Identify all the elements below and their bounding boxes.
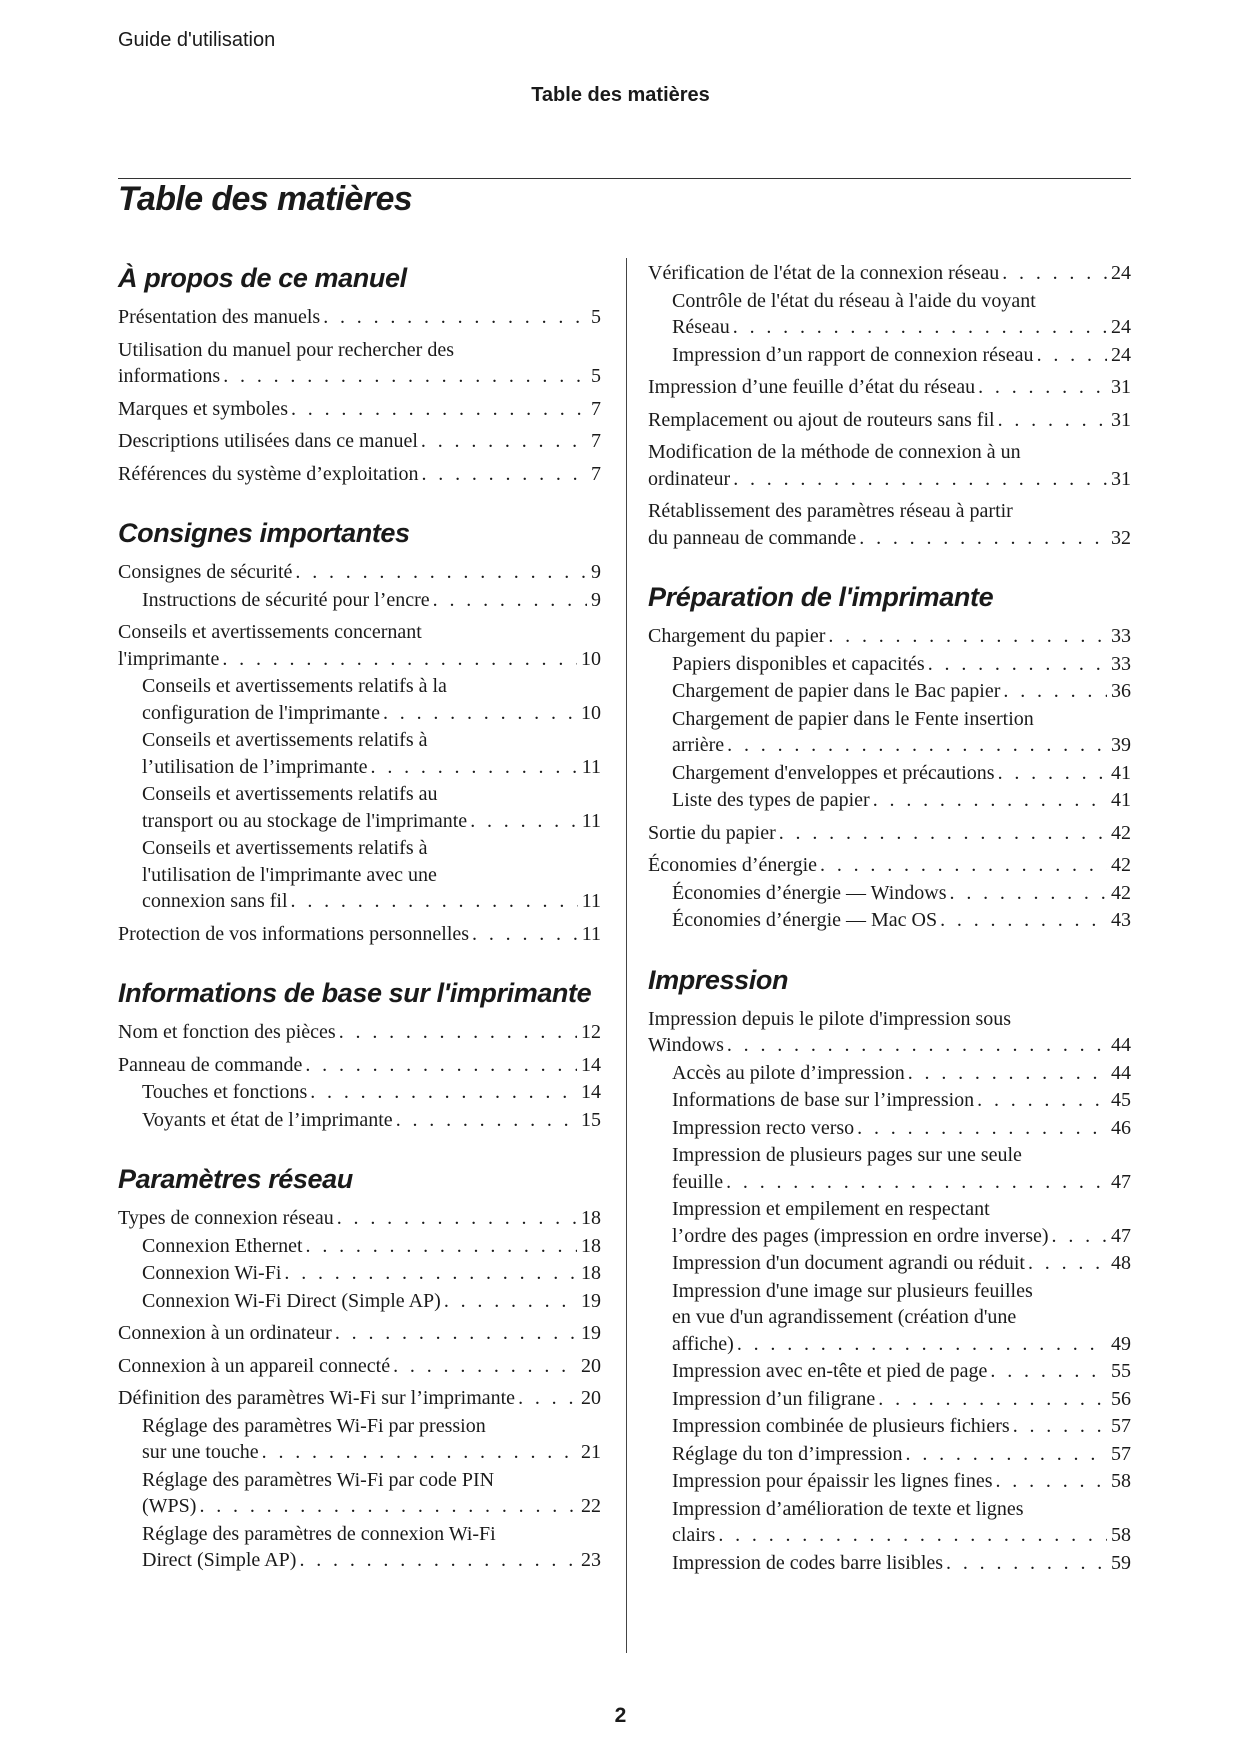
toc-subentry[interactable] <box>648 880 1131 907</box>
leader-dots <box>1000 678 1107 705</box>
section-heading[interactable]: Informations de base sur l'imprimante <box>118 978 592 1008</box>
toc-section-network-continued <box>648 260 1131 551</box>
entry-page: 46 <box>1111 1116 1131 1139</box>
entry-page: 11 <box>581 809 601 832</box>
leader-dots <box>995 760 1107 787</box>
toc-entry[interactable] <box>118 428 601 455</box>
entry-title-line: Conseils et avertissements relatifs à la <box>142 675 447 697</box>
entry-page: 14 <box>581 1053 601 1076</box>
entry-title: Impression combinée de plusieurs fichiers <box>672 1415 1010 1437</box>
leader-dots <box>515 1385 577 1412</box>
entry-page: 21 <box>581 1441 601 1463</box>
entry-page: 57 <box>1111 1415 1131 1437</box>
toc-section-network <box>118 1161 601 1574</box>
toc-subentry[interactable] <box>648 907 1131 934</box>
toc-subentry[interactable] <box>118 1467 601 1520</box>
toc-entry[interactable] <box>118 304 601 331</box>
entry-title-line: Conseils et avertissements relatifs au <box>142 783 438 805</box>
entry-title: Connexion Wi-Fi <box>142 1262 282 1284</box>
leader-dots <box>196 1493 577 1520</box>
entry-page: 44 <box>1111 1061 1131 1084</box>
entry-title-line: Impression de plusieurs pages sur une seule <box>672 1144 1022 1166</box>
entry-page: 19 <box>581 1289 601 1312</box>
toc-subentry[interactable] <box>648 1142 1131 1195</box>
entry-title: Chargement d'enveloppes et précautions <box>672 761 995 784</box>
entry-page: 10 <box>581 647 601 670</box>
toc-entry[interactable] <box>118 619 601 672</box>
entry-page: 23 <box>581 1549 601 1571</box>
entry-page: 7 <box>591 430 601 452</box>
section-heading[interactable]: Préparation de l'imprimante <box>648 582 994 612</box>
entry-title: Direct (Simple AP) <box>142 1549 297 1571</box>
toc-entry[interactable] <box>648 374 1131 401</box>
entry-page: 31 <box>1111 376 1131 398</box>
entry-page: 36 <box>1111 680 1131 702</box>
entry-title-line: Contrôle de l'état du réseau à l'aide du voyant <box>672 289 1036 312</box>
entry-title: Windows <box>648 1034 724 1056</box>
section-heading[interactable]: Consignes importantes <box>118 518 410 548</box>
toc-entry[interactable] <box>118 1052 601 1079</box>
toc-entry[interactable] <box>118 1019 601 1046</box>
entry-page: 58 <box>1111 1524 1131 1546</box>
toc-subentry[interactable] <box>648 1087 1131 1114</box>
entry-page: 55 <box>1111 1360 1131 1382</box>
entry-title: configuration de l'imprimante <box>142 701 380 724</box>
entry-page: 45 <box>1111 1089 1131 1111</box>
leader-dots <box>776 820 1107 847</box>
toc-subentry[interactable] <box>648 1413 1131 1440</box>
entry-page: 47 <box>1111 1224 1131 1247</box>
entry-title: Nom et fonction des pièces <box>118 1021 336 1043</box>
toc-subentry[interactable] <box>648 1496 1131 1549</box>
entry-title: Informations de base sur l’impression <box>672 1089 975 1111</box>
running-header-section: Table des matières <box>531 84 710 106</box>
leader-dots <box>730 466 1107 493</box>
entry-title: Touches et fonctions <box>142 1081 308 1103</box>
leader-dots <box>418 428 587 455</box>
entry-title: feuille <box>672 1170 724 1193</box>
leader-dots <box>995 407 1107 434</box>
entry-page: 33 <box>1111 625 1131 647</box>
entry-page: 18 <box>581 1262 601 1284</box>
toc-section-printer-prep <box>648 579 1131 934</box>
entry-page: 49 <box>1111 1332 1131 1355</box>
entry-title: Protection de vos informations personnelles <box>118 922 470 945</box>
entry-title-line: Réglage des paramètres Wi-Fi par pression <box>142 1414 486 1437</box>
entry-title: Économies d’énergie <box>648 854 818 876</box>
toc-subentry[interactable] <box>648 1060 1131 1087</box>
entry-title-line: Impression depuis le pilote d'impression sous <box>648 1007 1012 1030</box>
toc-subentry[interactable] <box>648 678 1131 705</box>
entry-title: Impression avec en-tête et pied de page <box>672 1360 988 1382</box>
toc-entry[interactable] <box>648 623 1131 650</box>
entry-page: 7 <box>591 462 601 485</box>
entry-title: Vérification de l'état de la connexion réseau <box>648 262 1000 284</box>
toc-subentry[interactable] <box>648 1250 1131 1277</box>
leader-dots <box>219 646 577 673</box>
toc-subentry[interactable] <box>118 587 601 614</box>
entry-title: Panneau de commande <box>118 1053 303 1076</box>
toc-entry[interactable] <box>118 1205 601 1232</box>
toc-subentry[interactable] <box>648 1550 1131 1577</box>
entry-title: Réglage du ton d’impression <box>672 1442 903 1465</box>
entry-title: Économies d’énergie — Windows <box>672 881 947 904</box>
leader-dots <box>332 1320 577 1347</box>
leader-dots <box>393 1107 577 1134</box>
entry-title: ordinateur <box>648 467 731 490</box>
entry-page: 56 <box>1111 1387 1131 1410</box>
entry-title: Liste des types de papier <box>672 789 870 811</box>
leader-dots <box>220 363 587 390</box>
entry-page: 43 <box>1111 909 1131 931</box>
toc-subentry[interactable] <box>118 1107 601 1134</box>
entry-page: 5 <box>591 365 601 387</box>
entry-title: Marques et symboles <box>118 397 288 420</box>
entry-title-line: l'utilisation de l'imprimante avec une <box>142 863 437 886</box>
leader-dots <box>870 787 1107 814</box>
toc-entry[interactable] <box>648 439 1131 492</box>
toc-subentry[interactable] <box>648 706 1131 759</box>
entry-page: 42 <box>1111 854 1131 876</box>
page-number: 2 <box>614 1704 627 1727</box>
entry-page: 47 <box>1111 1170 1131 1193</box>
toc-subentry[interactable] <box>648 1196 1131 1249</box>
leader-dots <box>856 525 1107 552</box>
entry-page: 20 <box>581 1387 601 1409</box>
entry-page: 19 <box>581 1322 601 1344</box>
toc-entry[interactable] <box>118 461 601 488</box>
leader-dots <box>296 1547 577 1574</box>
entry-title-line: Impression et empilement en respectant <box>672 1198 990 1220</box>
entry-title: Références du système d’exploitation <box>118 462 419 485</box>
entry-title-line: Réglage des paramètres de connexion Wi-Fi <box>142 1522 496 1545</box>
entry-title: Connexion à un appareil connecté <box>118 1354 391 1377</box>
leader-dots <box>999 260 1107 287</box>
leader-dots <box>430 587 587 614</box>
leader-dots <box>975 374 1107 401</box>
entry-title: Remplacement ou ajout de routeurs sans fil <box>648 408 995 431</box>
entry-page: 41 <box>1111 761 1131 784</box>
entry-title: l’ordre des pages (impression en ordre inverse) <box>672 1224 1049 1247</box>
entry-page: 18 <box>581 1234 601 1257</box>
toc-entry[interactable] <box>648 852 1131 879</box>
leader-dots <box>368 754 578 781</box>
leader-dots <box>875 1386 1107 1413</box>
toc-entry[interactable] <box>648 498 1131 551</box>
entry-title: Consignes de sécurité <box>118 561 293 583</box>
section-heading[interactable]: Impression <box>648 964 789 995</box>
leader-dots <box>724 732 1107 759</box>
entry-title: Impression d'un document agrandi ou réduit <box>672 1252 1025 1274</box>
entry-page: 31 <box>1111 467 1131 490</box>
toc-entry[interactable] <box>648 407 1131 434</box>
leader-dots <box>380 700 577 727</box>
leader-dots <box>730 314 1107 341</box>
column-divider <box>626 258 627 1653</box>
entry-page: 18 <box>581 1207 601 1229</box>
leader-dots <box>974 1087 1107 1114</box>
entry-title-line: en vue d'un agrandissement (création d'une <box>672 1306 1017 1328</box>
toc-subentry[interactable] <box>118 727 601 780</box>
entry-page: 15 <box>581 1108 601 1131</box>
entry-title: arrière <box>672 734 725 756</box>
leader-dots <box>467 808 578 835</box>
toc-subentry[interactable] <box>648 1115 1131 1142</box>
toc-subentry[interactable] <box>118 835 601 915</box>
entry-page: 39 <box>1111 734 1131 756</box>
entry-title-line: Impression d’amélioration de texte et lignes <box>672 1497 1024 1520</box>
entry-page: 58 <box>1111 1470 1131 1492</box>
toc-subentry[interactable] <box>648 787 1131 814</box>
title-rule <box>118 178 1131 179</box>
entry-page: 9 <box>591 561 601 583</box>
toc-subentry[interactable] <box>118 1413 601 1466</box>
entry-title: l’utilisation de l’imprimante <box>142 755 368 778</box>
leader-dots <box>288 888 578 915</box>
toc-section-about <box>118 260 601 487</box>
entry-page: 59 <box>1111 1551 1131 1574</box>
entry-title: Papiers disponibles et capacités <box>672 652 925 675</box>
entry-title-line: Impression d'une image sur plusieurs feuilles <box>672 1279 1033 1302</box>
toc-subentry[interactable] <box>648 651 1131 678</box>
entry-title-line: Chargement de papier dans le Fente insertion <box>672 707 1034 730</box>
leader-dots <box>336 1019 577 1046</box>
toc-subentry[interactable] <box>118 1079 601 1106</box>
entry-title-line: Réglage des paramètres Wi-Fi par code PIN <box>142 1468 495 1491</box>
entry-title: du panneau de commande <box>648 526 857 549</box>
toc-section-printing <box>648 962 1131 1577</box>
entry-page: 24 <box>1111 262 1131 284</box>
leader-dots <box>334 1205 577 1232</box>
entry-page: 42 <box>1111 821 1131 844</box>
entry-title-line: Conseils et avertissements concernant <box>118 621 422 643</box>
toc-subentry[interactable] <box>648 1278 1131 1358</box>
leader-dots <box>1010 1413 1107 1440</box>
toc-right-column <box>648 260 1131 1604</box>
toc-subentry[interactable] <box>648 1441 1131 1468</box>
leader-dots <box>303 1233 577 1260</box>
entry-page: 57 <box>1111 1442 1131 1465</box>
entry-title: Impression recto verso <box>672 1116 855 1139</box>
toc-section-basics <box>118 975 601 1133</box>
leader-dots <box>734 1331 1107 1358</box>
leader-dots <box>987 1358 1107 1385</box>
entry-page: 11 <box>581 755 601 778</box>
entry-page: 11 <box>581 922 601 945</box>
toc-entry[interactable] <box>648 820 1131 847</box>
toc-subentry[interactable] <box>118 1260 601 1287</box>
leader-dots <box>724 1032 1107 1059</box>
toc-subentry[interactable] <box>118 1521 601 1574</box>
entry-title-line: Modification de la méthode de connexion à un <box>648 441 1021 463</box>
toc-subentry[interactable] <box>648 1358 1131 1385</box>
leader-dots <box>903 1441 1107 1468</box>
entry-page: 20 <box>581 1354 601 1377</box>
entry-page: 42 <box>1111 881 1131 904</box>
entry-title: Impression d’un rapport de connexion réseau <box>672 343 1034 366</box>
toc-entry[interactable] <box>118 1320 601 1347</box>
entry-title: Impression d’un filigrane <box>672 1387 876 1410</box>
entry-title: informations <box>118 365 221 387</box>
entry-page: 31 <box>1111 408 1131 431</box>
leader-dots <box>937 907 1107 934</box>
toc-subentry[interactable] <box>118 673 601 726</box>
entry-page: 24 <box>1111 343 1131 366</box>
entry-page: 41 <box>1111 789 1131 811</box>
leader-dots <box>281 1260 577 1287</box>
toc-subentry[interactable] <box>118 1288 601 1315</box>
leader-dots <box>825 623 1107 650</box>
leader-dots <box>418 461 587 488</box>
leader-dots <box>288 396 587 423</box>
entry-title: Chargement du papier <box>648 625 826 647</box>
entry-title: Économies d’énergie — Mac OS <box>672 909 938 931</box>
entry-page: 9 <box>591 588 601 611</box>
entry-title-line: Rétablissement des paramètres réseau à partir <box>648 500 1013 522</box>
toc-entry[interactable] <box>118 559 601 586</box>
entry-title: Impression de codes barre lisibles <box>672 1551 944 1574</box>
entry-title: Présentation des manuels <box>118 306 321 328</box>
entry-title: Réseau <box>672 316 730 338</box>
toc-subentry[interactable] <box>648 1468 1131 1495</box>
entry-page: 33 <box>1111 652 1131 675</box>
entry-page: 48 <box>1111 1252 1131 1274</box>
entry-page: 5 <box>591 306 601 328</box>
entry-title: Types de connexion réseau <box>118 1207 334 1229</box>
leader-dots <box>943 1550 1107 1577</box>
entry-title: (WPS) <box>142 1495 197 1517</box>
leader-dots <box>854 1115 1107 1142</box>
entry-page: 44 <box>1111 1034 1131 1056</box>
leader-dots <box>469 921 578 948</box>
leader-dots <box>292 559 587 586</box>
entry-title: Connexion Ethernet <box>142 1234 303 1257</box>
entry-title: Impression pour épaissir les lignes fines <box>672 1470 993 1492</box>
running-header-guide: Guide d'utilisation <box>118 29 276 51</box>
entry-page: 11 <box>581 890 601 912</box>
toc-subentry[interactable] <box>648 288 1131 341</box>
entry-page: 14 <box>581 1081 601 1103</box>
entry-title: sur une touche <box>142 1441 259 1463</box>
entry-page: 22 <box>581 1495 601 1517</box>
entry-title: affiche) <box>672 1332 734 1355</box>
toc-subentry[interactable] <box>648 1386 1131 1413</box>
toc-subentry[interactable] <box>648 760 1131 787</box>
entry-page: 10 <box>581 701 601 724</box>
leader-dots <box>307 1079 577 1106</box>
toc-subentry[interactable] <box>118 781 601 834</box>
toc-entry[interactable] <box>118 1353 601 1380</box>
toc-subentry[interactable] <box>118 1233 601 1260</box>
entry-title: Connexion à un ordinateur <box>118 1322 332 1344</box>
entry-title-line: Conseils et avertissements relatifs à <box>142 729 428 751</box>
toc-entry[interactable] <box>118 337 601 390</box>
leader-dots <box>390 1353 577 1380</box>
entry-title: clairs <box>672 1524 716 1546</box>
leader-dots <box>320 304 587 331</box>
leader-dots <box>817 852 1107 879</box>
toc-entry[interactable] <box>648 1006 1131 1059</box>
leader-dots <box>723 1169 1107 1196</box>
leader-dots <box>947 880 1107 907</box>
entry-page: 12 <box>581 1021 601 1043</box>
entry-title: Instructions de sécurité pour l’encre <box>142 588 430 611</box>
entry-title: Sortie du papier <box>648 821 776 844</box>
entry-title: Accès au pilote d’impression <box>672 1061 905 1084</box>
leader-dots <box>905 1060 1107 1087</box>
leader-dots <box>1025 1250 1107 1277</box>
toc-entry[interactable] <box>118 1385 601 1412</box>
entry-page: 24 <box>1111 316 1131 338</box>
toc-entry[interactable] <box>648 260 1131 287</box>
page-title: Table des matières <box>118 180 413 218</box>
section-heading[interactable]: Paramètres réseau <box>118 1164 353 1194</box>
toc-section-safety <box>118 515 601 947</box>
entry-title-line: Conseils et avertissements relatifs à <box>142 837 428 859</box>
leader-dots <box>1034 342 1107 369</box>
entry-title: Impression d’une feuille d’état du réseau <box>648 376 976 398</box>
entry-title: Chargement de papier dans le Bac papier <box>672 680 1001 702</box>
toc-left-column <box>118 260 601 1602</box>
entry-title: connexion sans fil <box>142 890 288 912</box>
leader-dots <box>302 1052 577 1079</box>
leader-dots <box>715 1522 1107 1549</box>
section-heading[interactable]: À propos de ce manuel <box>118 263 407 293</box>
entry-title: transport ou au stockage de l'imprimante <box>142 809 468 832</box>
entry-title: Définition des paramètres Wi-Fi sur l’imprimante <box>118 1387 516 1409</box>
leader-dots <box>925 651 1107 678</box>
entry-title: Descriptions utilisées dans ce manuel <box>118 430 418 452</box>
toc-entry[interactable] <box>118 921 601 948</box>
entry-title: Connexion Wi-Fi Direct (Simple AP) <box>142 1289 441 1312</box>
entry-page: 32 <box>1111 526 1131 549</box>
entry-page: 7 <box>591 397 601 420</box>
entry-title-line: Utilisation du manuel pour rechercher des <box>118 338 454 361</box>
toc-entry[interactable] <box>118 396 601 423</box>
toc-subentry[interactable] <box>648 342 1131 369</box>
leader-dots <box>259 1439 577 1466</box>
leader-dots <box>441 1288 577 1315</box>
entry-title: Voyants et état de l’imprimante <box>142 1108 393 1131</box>
leader-dots <box>993 1468 1108 1495</box>
leader-dots <box>1049 1223 1107 1250</box>
entry-title: l'imprimante <box>118 647 220 670</box>
